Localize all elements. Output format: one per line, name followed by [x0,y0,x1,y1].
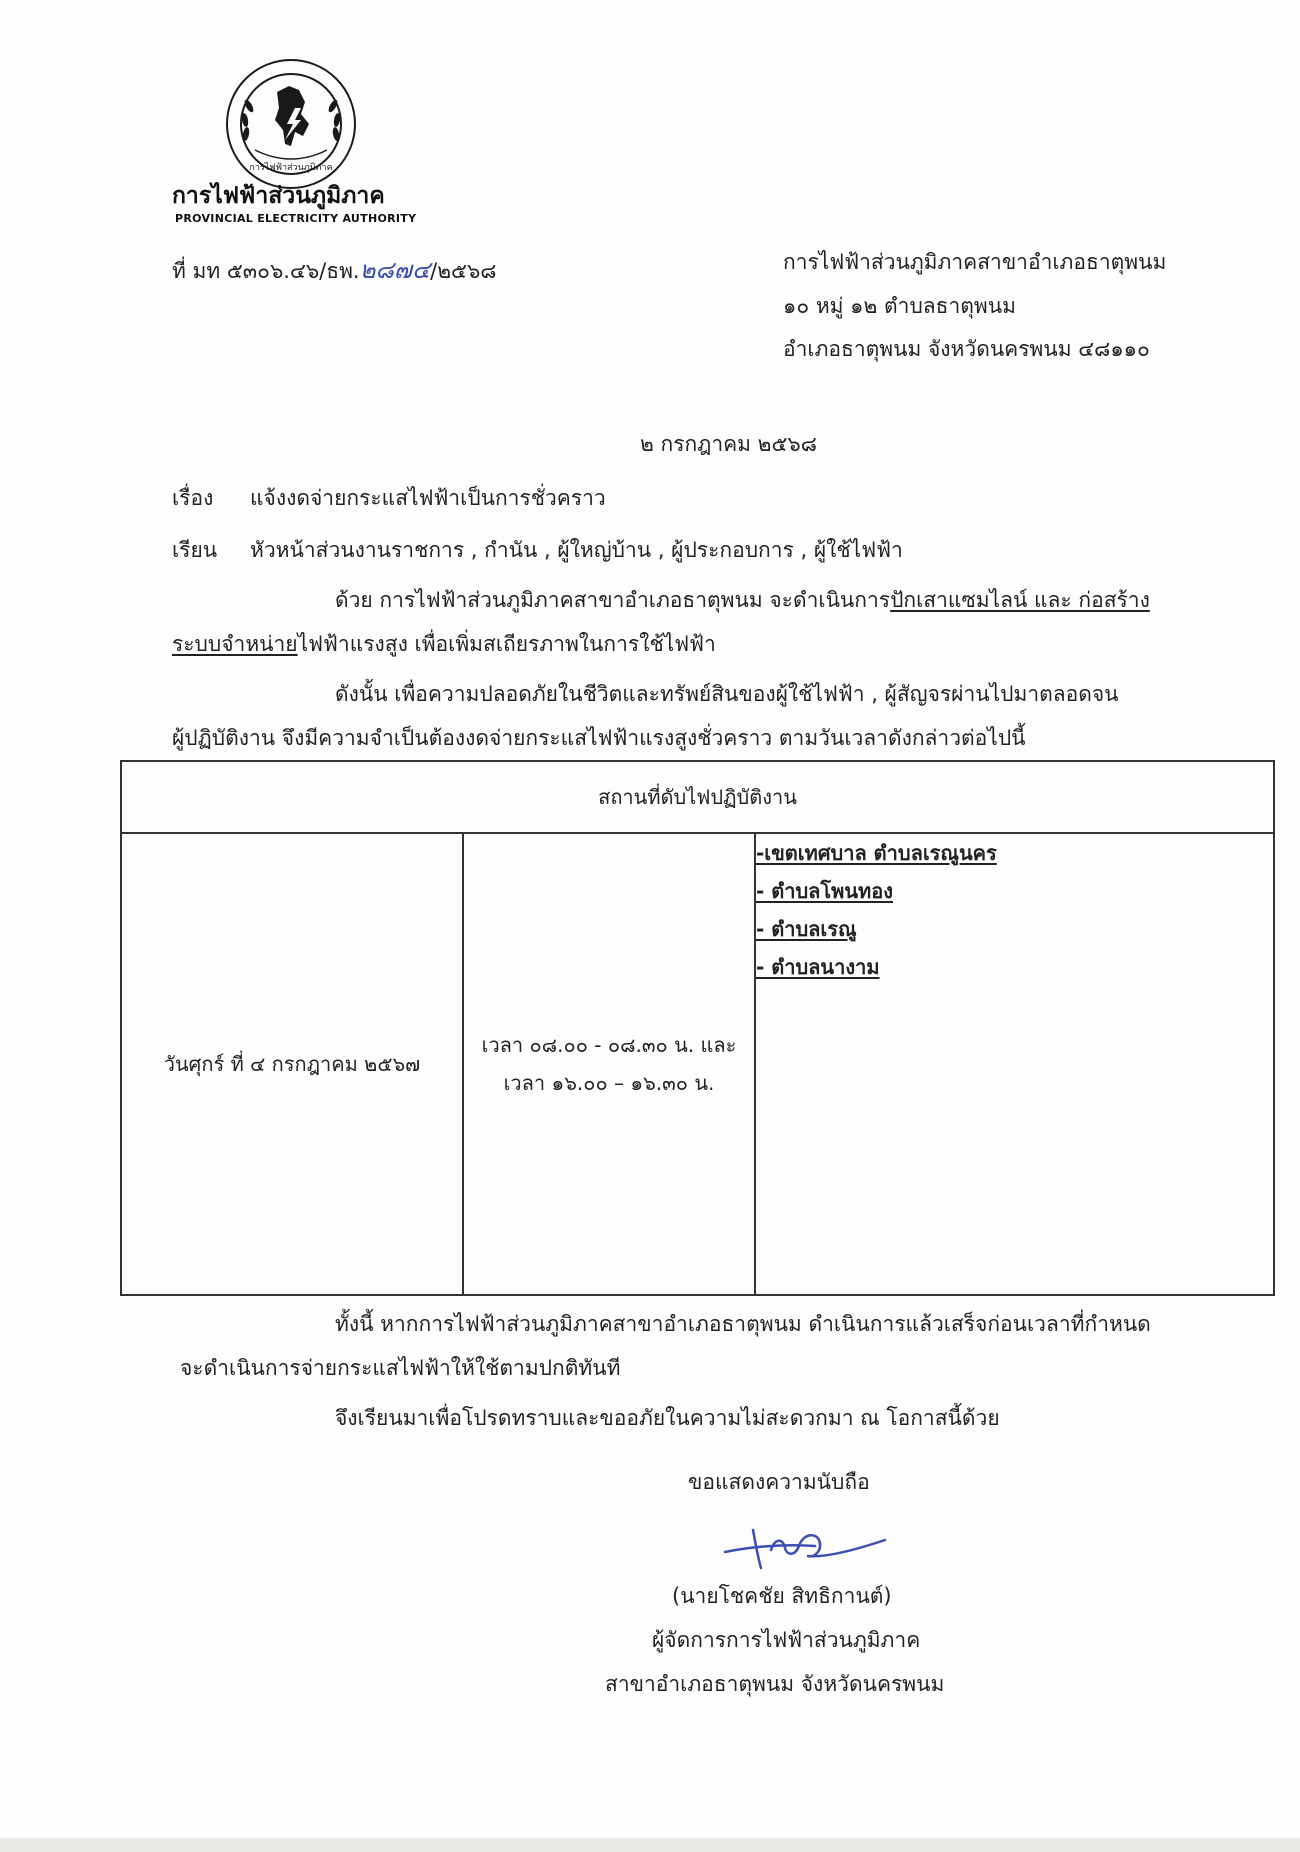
page-bottom-edge [0,1838,1300,1852]
ref-prefix: ที่ มท ๕๓๐๖.๔๖/ธพ. [172,259,360,283]
outage-day-cell: วันศุกร์ ที่ ๔ กรกฎาคม ๒๕๖๗ [121,833,463,1295]
place-item: - ตำบลนางาม [756,955,880,979]
closing-salutation: ขอแสดงความนับถือ [688,1470,870,1494]
org-name-thai: การไฟฟ้าส่วนภูมิภาค [172,183,385,209]
org-name-english: PROVINCIAL ELECTRICITY AUTHORITY [175,212,417,225]
place-item: - ตำบลเรณู [756,917,857,941]
ref-handwritten-number: ๒๘๗๔ [359,256,431,284]
para3-line2: จะดำเนินการจ่ายกระแสไฟฟ้าให้ใช้ตามปกติทันที [180,1356,621,1380]
table-row [121,833,1274,1295]
para1-line2 [172,630,716,658]
para1-line1-text: ด้วย การไฟฟ้าส่วนภูมิภาคสาขาอำเภอธาตุพนม จะดำเนินการ [335,588,891,612]
para1-line1-underlined: ปักเสาแซมไลน์ และ ก่อสร้าง [890,588,1150,612]
para1-line2-underlined: ระบบจำหน่าย [172,632,298,656]
signatory-title-2: สาขาอำเภอธาตุพนม จังหวัดนครพนม [605,1672,945,1696]
signatory-title-1: ผู้จัดการการไฟฟ้าส่วนภูมิภาค [652,1628,921,1652]
subject-label: เรื่อง [172,486,214,510]
letter-date: ๒ กรกฎาคม ๒๕๖๘ [640,432,817,456]
reference-number [172,256,496,285]
handwritten-signature [715,1510,895,1580]
table-header: สถานที่ดับไฟปฏิบัติงาน [121,761,1274,833]
sender-address-line-3: อำเภอธาตุพนม จังหวัดนครพนม ๔๘๑๑๐ [783,337,1150,361]
para4-text: จึงเรียนมาเพื่อโปรดทราบและขออภัยในความไม่สะดวกมา ณ โอกาสนี้ด้วย [335,1406,1000,1430]
pea-seal-logo [225,58,357,190]
ref-suffix: /๒๕๖๘ [430,259,497,283]
subject-text: แจ้งงดจ่ายกระแสไฟฟ้าเป็นการชั่วคราว [250,486,606,510]
place-item: -เขตเทศบาล ตำบลเรณูนคร [756,841,997,865]
sender-address-line-1: การไฟฟ้าส่วนภูมิภาคสาขาอำเภอธาตุพนม [783,250,1167,274]
para2-line1: ดังนั้น เพื่อความปลอดภัยในชีวิตและทรัพย์สินของผู้ใช้ไฟฟ้า , ผู้สัญจรผ่านไปมาตลอดจน [335,682,1119,706]
outage-places-cell [755,833,1274,1295]
para1-line2-text: ไฟฟ้าแรงสูง เพื่อเพิ่มสเถียรภาพในการใช้ไฟฟ้า [297,632,716,656]
signatory-name: (นายโชคชัย สิทธิกานต์) [672,1584,892,1608]
svg-text:การไฟฟ้าส่วนภูมิภาค: การไฟฟ้าส่วนภูมิภาค [249,163,333,173]
sender-address-line-2: ๑๐ หมู่ ๑๒ ตำบลธาตุพนม [783,294,1016,318]
place-item: - ตำบลโพนทอง [756,879,893,903]
para2-line2: ผู้ปฏิบัติงาน จึงมีความจำเป็นต้องงดจ่ายกระแสไฟฟ้าแรงสูงชั่วคราว ตามวันเวลาดังกล่าวต่อไปนี้ [172,726,1026,750]
table-header-row [121,761,1274,833]
recipient-text: หัวหน้าส่วนงานราชการ , กำนัน , ผู้ใหญ่บ้าน , ผู้ประกอบการ , ผู้ใช้ไฟฟ้า [250,538,903,562]
para3-line1: ทั้งนี้ หากการไฟฟ้าส่วนภูมิภาคสาขาอำเภอธาตุพนม ดำเนินการแล้วเสร็จก่อนเวลาที่กำหนด [335,1312,1151,1336]
recipient-label: เรียน [172,538,218,562]
outage-schedule-table [120,760,1275,1296]
para1-line1 [335,586,1150,614]
outage-time-cell: เวลา ๐๘.๐๐ - ๐๘.๓๐ น. และ เวลา ๑๖.๐๐ – ๑๖.๓๐ น. [463,833,755,1295]
